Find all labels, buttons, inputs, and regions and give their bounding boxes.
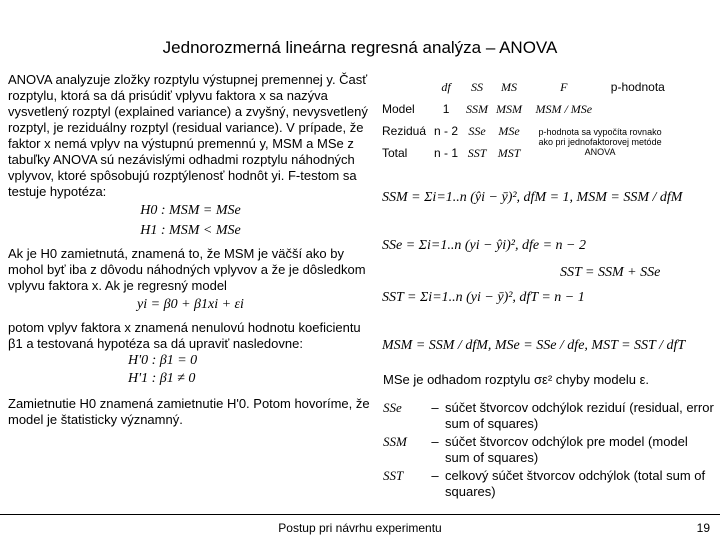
- list-item: [383, 468, 715, 500]
- list-item: [383, 400, 715, 432]
- paragraph-significance: Zamietnutie H0 znamená zamietnutie H'0. Potom hovoríme, že model je štatisticky významný.: [8, 396, 370, 427]
- table-cell: n - 2: [434, 124, 459, 138]
- formula-sse: SSe = Σi=1..n (yi − ŷi)², dfe = n − 2: [382, 238, 586, 253]
- table-cell: MST: [497, 145, 521, 160]
- table-cell: n - 1: [434, 146, 459, 160]
- anova-table: [378, 76, 674, 164]
- regression-model: yi = β0 + β1xi + εi: [137, 297, 244, 312]
- dash: –: [431, 400, 439, 415]
- definition-text: celkový súčet štvorcov odchýlok (total sum of squares): [445, 468, 706, 499]
- table-cell: Reziduá: [382, 124, 427, 138]
- footer-divider: [0, 514, 720, 515]
- table-row: [378, 98, 674, 120]
- table-cell: 1: [442, 102, 450, 116]
- table-cell: MSM: [496, 101, 523, 116]
- hypothesis-h0-prime: H'0 : β1 = 0: [128, 353, 198, 368]
- table-cell: MSM / MSe: [535, 101, 593, 116]
- table-cell: SSM: [466, 101, 489, 116]
- table-cell-note: p-hodnota sa vypočíta rovnako ako pri jednofaktorovej metóde ANOVA: [538, 127, 662, 157]
- table-header-cell: MS: [501, 79, 518, 94]
- paragraph-rejection: Ak je H0 zamietnutá, znamená to, že MSM je väčší ako by mohol byť iba z dôvodu náhodných vplyvov a že je dôsledkom vplyvu faktora x. Ak je regresný model: [8, 246, 366, 293]
- table-cell: MSe: [498, 123, 520, 138]
- slide-title: Jednorozmerná lineárna regresná analýza – ANOVA: [162, 38, 558, 57]
- footer-text: Postup pri návrhu experimentu: [278, 521, 442, 535]
- page-number: 19: [696, 521, 710, 535]
- paragraph-anova-intro: ANOVA analyzuje zložky rozptylu výstupnej premennej y. Časť rozptylu, ktorá sa dá prisúdiť vplyvu faktora x sa nazýva vysvetlený rozptyl (explained variance) a zvyšný, nevysvetlený rozptyl, je reziduálny rozptyl (residual variance). V prípade, že faktor x nemá vplyv na výstupnú premennú y, MSM a MSe z tabuľky ANOVA sú nezávislými odhadmi rozptylu náhodných vplyvov, ktoré spôsobujú rozptýlenosť hodnôt yi. F-testom sa testuje hypotéza:: [8, 72, 368, 199]
- formula-ms: MSM = SSM / dfM, MSe = SSe / dfe, MST = SST / dfT: [382, 338, 686, 353]
- table-header-cell: p-hodnota: [610, 80, 665, 94]
- table-header-cell: SS: [471, 79, 484, 94]
- table-cell: SSe: [468, 123, 486, 138]
- hypothesis-h1: H1 : MSM < MSe: [140, 223, 241, 238]
- paragraph-coefficient: potom vplyv faktora x znamená nenulovú hodnotu koeficientu β1 a testovaná hypotéza sa dá upraviť nasledovne:: [8, 320, 361, 351]
- table-cell: Total: [382, 146, 408, 160]
- definition-text: súčet štvorcov odchýlok pre model (model sum of squares): [445, 434, 688, 465]
- mse-note: MSe je odhadom rozptylu σε² chyby modelu ε.: [383, 372, 650, 387]
- hypothesis-h0: H0 : MSM = MSe: [140, 203, 241, 218]
- dash: –: [431, 434, 439, 449]
- formula-ssm: SSM = Σi=1..n (ŷi − ȳ)², dfM = 1, MSM = SSM / dfM: [382, 190, 683, 205]
- table-cell: SST: [467, 145, 487, 160]
- left-column: [8, 72, 373, 428]
- formula-sst: SST = Σi=1..n (yi − ȳ)², dfT = n − 1: [382, 290, 585, 305]
- formula-sst-total: SST = SSM + SSe: [560, 265, 661, 280]
- definitions-list: [383, 400, 715, 502]
- table-header-cell: [378, 76, 430, 98]
- table-header-cell: F: [560, 79, 568, 94]
- table-header-row: [378, 76, 674, 98]
- definition-text: súčet štvorcov odchýlok reziduí (residual, error sum of squares): [445, 400, 714, 431]
- table-row: [378, 120, 674, 142]
- table-header-cell: df: [441, 79, 451, 94]
- hypothesis-h1-prime: H'1 : β1 ≠ 0: [128, 371, 196, 386]
- list-item: [383, 434, 715, 466]
- definition-symbol: SSe: [383, 400, 402, 415]
- table-cell: Model: [382, 102, 415, 116]
- definition-symbol: SST: [383, 468, 404, 483]
- table-cell: [602, 98, 674, 120]
- definition-symbol: SSM: [383, 434, 407, 449]
- dash: –: [431, 468, 439, 483]
